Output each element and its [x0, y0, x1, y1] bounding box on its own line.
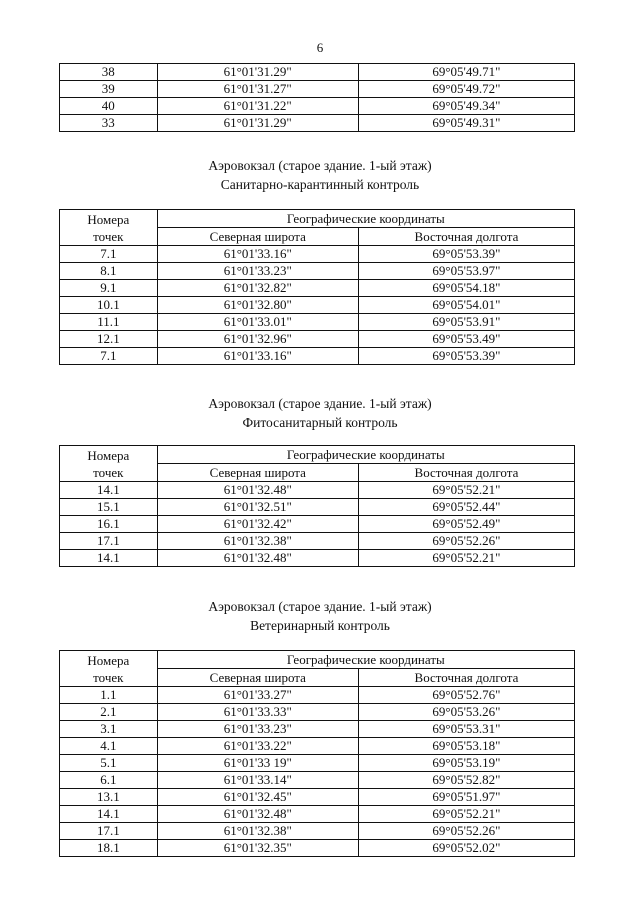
- latitude-cell: 61°01'32.48": [157, 482, 358, 499]
- table-row: [60, 64, 575, 81]
- point-cell: 38: [60, 64, 158, 81]
- longitude-cell: 69°05'52.76": [358, 687, 574, 704]
- point-cell: 17.1: [60, 533, 158, 550]
- table-row: [60, 297, 575, 314]
- sanitary-control-table: [59, 209, 575, 365]
- longitude-cell: 69°05'54.01": [358, 297, 574, 314]
- table-row: [60, 482, 575, 499]
- point-cell: 1.1: [60, 687, 158, 704]
- point-cell: 40: [60, 98, 158, 115]
- longitude-cell: 69°05'53.39": [358, 246, 574, 263]
- longitude-cell: 69°05'53.91": [358, 314, 574, 331]
- caption-line2: Ветеринарный контроль: [250, 618, 390, 633]
- lat-header: Северная широта: [157, 228, 358, 246]
- longitude-cell: 69°05'52.26": [358, 823, 574, 840]
- point-cell: 13.1: [60, 789, 158, 806]
- points-header-line1: Номера: [87, 652, 130, 668]
- table-body: [60, 687, 575, 857]
- table-body: [60, 246, 575, 365]
- latitude-cell: 61°01'31.27": [157, 81, 358, 98]
- lon-header: Восточная долгота: [358, 228, 574, 246]
- table-row: [60, 687, 575, 704]
- longitude-cell: 69°05'52.44": [358, 499, 574, 516]
- header-row: [60, 210, 575, 228]
- table-row: [60, 840, 575, 857]
- phytosanitary-control-table: [59, 445, 575, 567]
- points-header-line2: точек: [93, 228, 124, 244]
- point-cell: 12.1: [60, 331, 158, 348]
- section-caption-veterinary: [0, 597, 640, 635]
- point-cell: 2.1: [60, 704, 158, 721]
- longitude-cell: 69°05'54.18": [358, 280, 574, 297]
- lat-header: Северная широта: [157, 464, 358, 482]
- table-row: [60, 806, 575, 823]
- point-cell: 11.1: [60, 314, 158, 331]
- section-caption-sanitary: [0, 156, 640, 194]
- page-number: 6: [316, 40, 324, 55]
- continuation-table: [59, 63, 575, 132]
- point-cell: 14.1: [60, 550, 158, 567]
- table-row: [60, 314, 575, 331]
- latitude-cell: 61°01'32.82": [157, 280, 358, 297]
- table-header: [60, 446, 575, 482]
- longitude-cell: 69°05'52.21": [358, 550, 574, 567]
- longitude-cell: 69°05'52.21": [358, 482, 574, 499]
- latitude-cell: 61°01'33.16": [157, 246, 358, 263]
- point-cell: 39: [60, 81, 158, 98]
- longitude-cell: 69°05'53.49": [358, 331, 574, 348]
- table-row: [60, 115, 575, 132]
- header-row: [60, 446, 575, 464]
- points-header: [60, 210, 158, 246]
- latitude-cell: 61°01'32.96": [157, 331, 358, 348]
- points-header: [60, 446, 158, 482]
- latitude-cell: 61°01'33.27": [157, 687, 358, 704]
- latitude-cell: 61°01'32.42": [157, 516, 358, 533]
- longitude-cell: 69°05'52.02": [358, 840, 574, 857]
- caption-line2: Фитосанитарный контроль: [242, 415, 398, 430]
- coords-header: Географические координаты: [157, 210, 574, 228]
- section-caption-phytosanitary: [0, 394, 640, 432]
- latitude-cell: 61°01'33.16": [157, 348, 358, 365]
- longitude-cell: 69°05'49.34": [358, 98, 574, 115]
- longitude-cell: 69°05'49.31": [358, 115, 574, 132]
- point-cell: 10.1: [60, 297, 158, 314]
- table-body: [60, 482, 575, 567]
- longitude-cell: 69°05'53.97": [358, 263, 574, 280]
- latitude-cell: 61°01'33.01": [157, 314, 358, 331]
- points-header-line2: точек: [93, 669, 124, 685]
- table-row: [60, 263, 575, 280]
- table-row: [60, 823, 575, 840]
- point-cell: 4.1: [60, 738, 158, 755]
- continuation-table-body: [60, 64, 575, 132]
- lon-header: Восточная долгота: [358, 669, 574, 687]
- points-header-line1: Номера: [87, 211, 130, 227]
- points-header-line2: точек: [93, 464, 124, 480]
- caption-line1: Аэровокзал (старое здание. 1-ый этаж): [208, 599, 432, 614]
- lat-header: Северная широта: [157, 669, 358, 687]
- point-cell: 8.1: [60, 263, 158, 280]
- point-cell: 9.1: [60, 280, 158, 297]
- table-header: [60, 651, 575, 687]
- caption-line1: Аэровокзал (старое здание. 1-ый этаж): [208, 158, 432, 173]
- latitude-cell: 61°01'32.80": [157, 297, 358, 314]
- longitude-cell: 69°05'52.21": [358, 806, 574, 823]
- table-row: [60, 789, 575, 806]
- longitude-cell: 69°05'52.82": [358, 772, 574, 789]
- point-cell: 6.1: [60, 772, 158, 789]
- longitude-cell: 69°05'53.26": [358, 704, 574, 721]
- latitude-cell: 61°01'31.29": [157, 115, 358, 132]
- table-header: [60, 210, 575, 246]
- longitude-cell: 69°05'49.72": [358, 81, 574, 98]
- table-row: [60, 704, 575, 721]
- latitude-cell: 61°01'31.22": [157, 98, 358, 115]
- latitude-cell: 61°01'32.38": [157, 533, 358, 550]
- header-row: [60, 651, 575, 669]
- veterinary-control-table: [59, 650, 575, 857]
- longitude-cell: 69°05'53.31": [358, 721, 574, 738]
- latitude-cell: 61°01'31.29": [157, 64, 358, 81]
- longitude-cell: 69°05'52.49": [358, 516, 574, 533]
- longitude-cell: 69°05'51.97": [358, 789, 574, 806]
- table-row: [60, 81, 575, 98]
- latitude-cell: 61°01'33.23": [157, 263, 358, 280]
- point-cell: 14.1: [60, 482, 158, 499]
- latitude-cell: 61°01'32.51": [157, 499, 358, 516]
- latitude-cell: 61°01'32.38": [157, 823, 358, 840]
- latitude-cell: 61°01'33 19": [157, 755, 358, 772]
- point-cell: 17.1: [60, 823, 158, 840]
- table-row: [60, 550, 575, 567]
- latitude-cell: 61°01'32.48": [157, 806, 358, 823]
- table-row: [60, 772, 575, 789]
- point-cell: 14.1: [60, 806, 158, 823]
- latitude-cell: 61°01'32.35": [157, 840, 358, 857]
- point-cell: 3.1: [60, 721, 158, 738]
- table-row: [60, 499, 575, 516]
- table-row: [60, 755, 575, 772]
- points-header-line1: Номера: [87, 447, 130, 463]
- longitude-cell: 69°05'52.26": [358, 533, 574, 550]
- table-row: [60, 533, 575, 550]
- caption-line2: Санитарно-карантинный контроль: [220, 177, 420, 192]
- point-cell: 5.1: [60, 755, 158, 772]
- table-row: [60, 331, 575, 348]
- latitude-cell: 61°01'33.22": [157, 738, 358, 755]
- point-cell: 7.1: [60, 348, 158, 365]
- table-row: [60, 738, 575, 755]
- point-cell: 15.1: [60, 499, 158, 516]
- coords-header: Географические координаты: [157, 651, 574, 669]
- latitude-cell: 61°01'32.45": [157, 789, 358, 806]
- lon-header: Восточная долгота: [358, 464, 574, 482]
- longitude-cell: 69°05'49.71": [358, 64, 574, 81]
- longitude-cell: 69°05'53.19": [358, 755, 574, 772]
- points-header: [60, 651, 158, 687]
- point-cell: 7.1: [60, 246, 158, 263]
- longitude-cell: 69°05'53.18": [358, 738, 574, 755]
- table-row: [60, 721, 575, 738]
- table-row: [60, 280, 575, 297]
- point-cell: 18.1: [60, 840, 158, 857]
- coords-header: Географические координаты: [157, 446, 574, 464]
- table-row: [60, 348, 575, 365]
- latitude-cell: 61°01'32.48": [157, 550, 358, 567]
- latitude-cell: 61°01'33.14": [157, 772, 358, 789]
- longitude-cell: 69°05'53.39": [358, 348, 574, 365]
- latitude-cell: 61°01'33.23": [157, 721, 358, 738]
- table-row: [60, 98, 575, 115]
- table-row: [60, 516, 575, 533]
- caption-line1: Аэровокзал (старое здание. 1-ый этаж): [208, 396, 432, 411]
- latitude-cell: 61°01'33.33": [157, 704, 358, 721]
- table-row: [60, 246, 575, 263]
- point-cell: 16.1: [60, 516, 158, 533]
- point-cell: 33: [60, 115, 158, 132]
